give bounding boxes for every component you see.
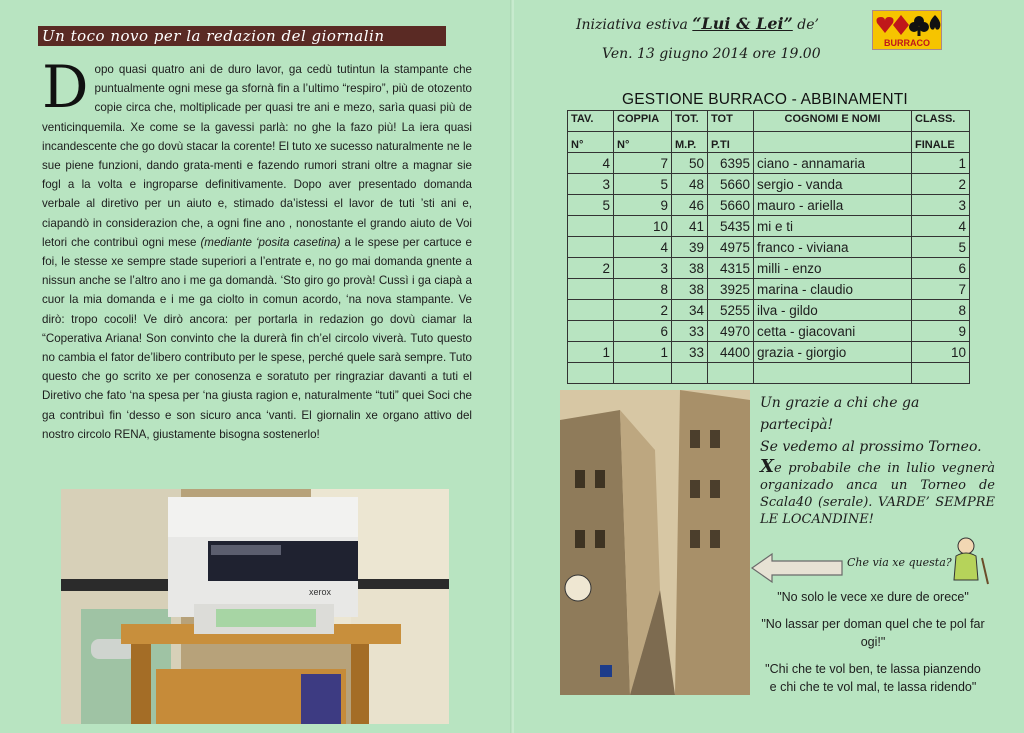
table-cell: 2 [568,258,614,279]
table-cell: 50 [672,153,708,174]
header-cell: COPPIA [614,111,672,132]
table-row [568,174,970,195]
table-cell: 2 [614,300,672,321]
card-suits-icon [873,11,943,41]
table-cell: 10 [912,342,970,363]
table-row [568,321,970,342]
table-cell: marina - claudio [754,279,912,300]
table-cell: milli - enzo [754,258,912,279]
table-cell [614,363,672,384]
event-name: “Lui & Lei” [692,14,793,33]
table-cell: 4 [614,237,672,258]
table-cell: 3 [568,174,614,195]
article-italic: (mediante ‘posita casetina) [200,235,341,249]
table-cell: ilva - gildo [754,300,912,321]
article-body [42,53,472,444]
printer-photo-art [61,489,449,724]
table-cell: 39 [672,237,708,258]
table-row [568,237,970,258]
table-cell [568,216,614,237]
drop-cap: D [42,53,89,121]
table-cell: 4970 [708,321,754,342]
table-cell: 38 [672,258,708,279]
table-cell: mi e ti [754,216,912,237]
table-cell: 6 [912,258,970,279]
table-cell: 6 [614,321,672,342]
logo-text: BURRACO [884,38,930,48]
table-cell: 4 [568,153,614,174]
table-cell [568,237,614,258]
header-cell: N° [568,132,614,153]
table-cell: 5 [614,174,672,195]
header-cell: TOT [708,111,754,132]
table-header-row-2 [568,132,970,153]
table-cell: 8 [614,279,672,300]
article-text [42,53,472,444]
table-cell [568,300,614,321]
header-cell: COGNOMI E NOMI [754,111,912,132]
table-cell: 7 [614,153,672,174]
table-row [568,216,970,237]
street-photo-art [560,390,750,695]
event-header-prefix: Iniziativa estiva [576,17,688,33]
printer-photo [61,489,449,724]
table-cell: 9 [912,321,970,342]
table-row [568,279,970,300]
table-cell: 33 [672,342,708,363]
table-row [568,258,970,279]
table-cell: ciano - annamaria [754,153,912,174]
table-body [568,153,970,384]
table-row [568,363,970,384]
thanks-line-2: Se vedemo al prossimo Torneo. [760,439,982,455]
table-cell: 1 [614,342,672,363]
table-cell: 10 [614,216,672,237]
results-table [567,110,970,384]
header-cell: P.TI [708,132,754,153]
header-cell: TOT. [672,111,708,132]
table-cell: 5 [568,195,614,216]
table-cell: 1 [912,153,970,174]
table-cell: 9 [614,195,672,216]
table-cell: 4975 [708,237,754,258]
table-cell: 5660 [708,174,754,195]
thanks-line-1: Un grazie a chi che ga partecipà! [760,395,920,433]
old-lady-icon [948,536,992,586]
table-cell: 1 [568,342,614,363]
table-cell: 5 [912,237,970,258]
quote-2: "No lassar per doman quel che te pol far ogi!" [761,617,985,649]
table-cell [568,279,614,300]
table-cell: 3925 [708,279,754,300]
quotes-block [760,588,986,705]
table-cell: 3 [614,258,672,279]
burraco-logo [872,10,942,50]
table-cell: 41 [672,216,708,237]
article-banner: Un toco novo per la redazion del giornalin [38,26,446,46]
table-cell: 4315 [708,258,754,279]
thanks-note [760,392,995,458]
table-cell: cetta - giacovani [754,321,912,342]
table-cell: 48 [672,174,708,195]
table-cell: mauro - ariella [754,195,912,216]
table-cell: 33 [672,321,708,342]
table-cell: 5660 [708,195,754,216]
table-cell: franco - viviana [754,237,912,258]
table-cell: 38 [672,279,708,300]
quote-1: "No solo le vece xe dure de orece" [777,590,969,604]
header-cell: FINALE [912,132,970,153]
table-row [568,153,970,174]
article-part-1: opo quasi quatro ani de duro lavor, ga cedù tutintun la stampante che puntualmente ogni mese ga sfornà fin a l’ultimo “respiro”, più de otozento copie circa che, moltiplicade per quasi tre ani e mezo, sarìa quasi più de venticinquemila. Xe come se la gavessi parlà: no ghe la fazo più! La iera quasi incandescente che go dovù stacar la corente! El tuto xe sucesso naturalmente ne le sue piene funzioni, dando grata-menti e fazendo rumori strani oltre a magnar sie fogl a la volta e ingroparse definitivamente. Dopo aver presentado domanda verbale al diretivo per un aiuto e, stimado da’istessi el lavor de tuti ’sti ani e, ciapandò in considerazion che, a ogni fine ano , nonostante el grando aiuto de Voi letori che contribuì ogni mese [42,63,472,249]
table-cell [568,321,614,342]
left-arrow-icon [750,552,844,584]
event-date: Ven. 13 giugno 2014 ore 19.00 [602,46,821,62]
header-cell: M.P. [672,132,708,153]
table-cell: 8 [912,300,970,321]
header-cell: CLASS. [912,111,970,132]
table-row [568,342,970,363]
table-cell: grazia - giorgio [754,342,912,363]
table-row [568,195,970,216]
table-cell: 4400 [708,342,754,363]
table-cell: sergio - vanda [754,174,912,195]
event-header [576,14,819,33]
quote-3: "Chi che te vol ben, te lassa pianzendo e chi che te vol mal, te lassa ridendo" [765,662,981,694]
table-cell: 2 [912,174,970,195]
table-cell: 3 [912,195,970,216]
table-cell [568,363,614,384]
table-cell: 46 [672,195,708,216]
table-cell: 34 [672,300,708,321]
table-cell: 4 [912,216,970,237]
header-cell [754,132,912,153]
quiz-question: Che via xe questa? [847,556,952,569]
table-cell: 7 [912,279,970,300]
event-header-suffix: de’ [797,17,819,33]
table-cell [912,363,970,384]
table-cell: 5255 [708,300,754,321]
table-cell [708,363,754,384]
printer-brand-label: xerox [309,587,332,597]
table-header-row [568,111,970,132]
announcement-text: e probabile che in lulio vegnerà organizado anca un Torneo de Scala40 (serale). VARDE’ SEMPRE LE LOCANDINE! [760,461,995,527]
street-photo [560,390,750,695]
table-cell: 5435 [708,216,754,237]
header-cell: N° [614,132,672,153]
article-part-2: a le spese per cartuce e foi, le stesse xe sempre stade superiori a l’entrate e, no go mai domanda gnente a nissun anche se l’altro ano i me ga domandà. ‘Sto giro go provà! Cussì i ga ciapà a cuor la mia domanda e i me ga ciolto in comun acordo, ‘na nova stampante. Ve dirò: tropo cocoli! Ve dirò ancora: per portarla in redazion go dovù ciamar la “Coperativa Ariana! Son convinto che la durerà fin ch’el circolo viverà. Tuto questo no cambia el fator de’libero contributo per le spese, perché quele sarà sempre. Tuto questo che go scrito xe per conosenza e soratuto per ringraziar davanti a tuti el Diretivo che fato ‘na spesa per ‘na giusta ragion e, naturalmente “tuti” quei Soci che ga contribuì fin ‘desso e son sicuro anca ‘vanti. El giornalin xe organo attivo del nostro circolo RENA, giustamente bisogna sostenerlo! [42,235,472,441]
table-cell [754,363,912,384]
announcement-initial: X [760,456,774,477]
right-page [514,0,1024,733]
table-cell [672,363,708,384]
july-announcement [760,458,995,528]
header-cell: TAV. [568,111,614,132]
table-cell: 6395 [708,153,754,174]
table-row [568,300,970,321]
table-title: GESTIONE BURRACO - ABBINAMENTI [622,91,908,108]
